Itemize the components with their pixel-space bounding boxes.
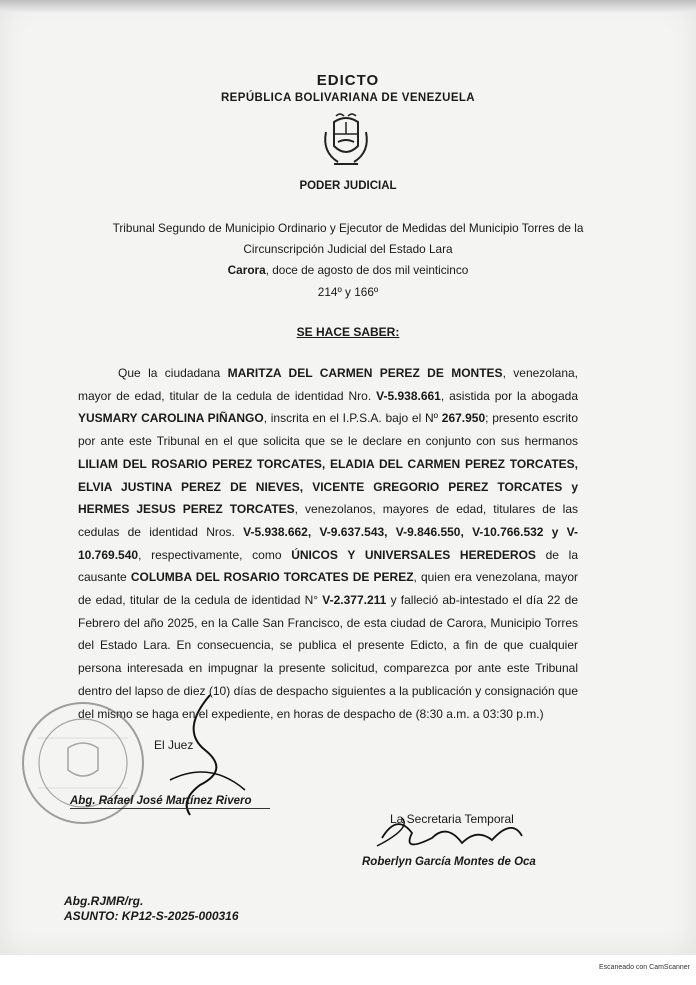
document-title: EDICTO [316,72,380,89]
heirs-label: ÚNICOS Y UNIVERSALES HEREDEROS [291,547,536,562]
court-name-line2: Circunscripción Judicial del Estado Lara [243,242,453,256]
notice-heading: SE HACE SABER: [296,325,400,339]
scanner-watermark: Escaneado con CamScanner [598,964,690,971]
body-text-10: y falleció ab-intestado el día 22 de Febrero del año 2025, en la Calle San Francisco, de esta ciudad de Carora, Municipio Torres del Estado Lara. En consecuencia, se publica el presente Edicto, a fin de que cualquier persona interesada en impugnar la presente solicitud, comparezca por ante este Tribunal dentro del lapso de diez (10) días de despacho siguientes a la publicación y consignación que del mismo se haga en el expediente, en horas de despacho de (8:30 a.m. a 03:30 p.m.) [78,593,578,721]
body-text-6: , venezolanos, mayores de edad, titulares de las cedulas de identidad Nros. [78,502,579,539]
notice-body [78,362,578,725]
court-name-line1: Tribunal Segundo de Municipio Ordinario y Ejecutor de Medidas del Municipio Torres de la [112,221,584,235]
body-text-9: , quien era venezolana, mayor de edad, titular de la cedula de identidad N° [78,570,579,608]
deceased-name: COLUMBA DEL ROSARIO TORCATES DE PEREZ [130,570,414,585]
sibling-names: LILIAM DEL ROSARIO PEREZ TORCATES, ELADIA DEL CARMEN PEREZ TORCATES, ELVIA JUSTINA PEREZ DE NIEVES, VICENTE GREGORIO PEREZ TORCATES y HERMES JESUS PEREZ TORCATES [78,456,578,517]
body-text-7: , respectivamente, como [138,547,292,562]
applicant-name: MARITZA DEL CARMEN PEREZ DE MONTES [227,366,503,380]
ipsa-number: 267.950 [441,411,486,426]
deceased-id: V-2.377.211 [322,593,387,608]
body-text-5: ; presento escrito por ante este Tribunal en el que solicita que se le declare en conjunto con sus hermanos [78,411,578,449]
secretary-title: La Secretaria Temporal [390,812,514,826]
body-text-8: de la causante [78,547,579,585]
lawyer-name: YUSMARY CAROLINA PIÑANGO [78,411,264,426]
judge-title: El Juez [154,738,194,752]
applicant-id: V-5.938.661 [376,388,441,403]
judge-name: Abg. Rafael José Martínez Rivero [70,795,252,807]
case-number: ASUNTO: KP12-S-2025-000316 [64,909,239,923]
court-date: , doce de agosto de dos mil veinticinco [265,263,469,277]
court-years: 214º y 166º [317,285,379,299]
secretary-name: Roberlyn García Montes de Oca [362,856,536,868]
judicial-branch-label: PODER JUDICIAL [299,180,397,192]
court-date-line [0,260,696,280]
venezuela-coat-of-arms-icon [316,112,376,172]
body-text-3: , asistida por la abogada [440,388,578,403]
author-initials: Abg.RJMR/rg. [64,894,144,908]
body-text-2: , venezolana, mayor de edad, titular de la cedula de identidad Nro. [78,366,579,403]
body-text-1: Que la ciudadana [118,366,228,380]
secretary-signature [372,808,532,858]
judge-signature-line [70,808,270,809]
page-top-edge [0,0,696,12]
republic-name: REPÚBLICA BOLIVARIANA DE VENEZUELA [220,92,476,104]
court-city: Carora [227,263,266,277]
body-text-4: , inscrita en el I.P.S.A. bajo el Nº [263,411,442,426]
sibling-ids: V-5.938.662, V-9.637.543, V-9.846.550, V-10.766.532 y V-10.769.540 [78,524,578,562]
